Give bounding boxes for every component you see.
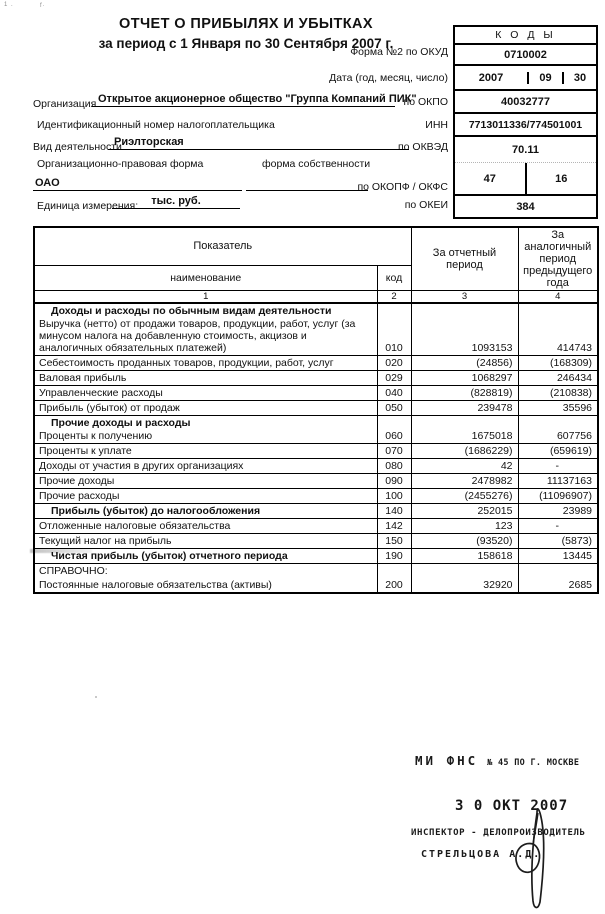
row-name-cell [34,416,377,444]
row-name-cell [34,356,377,371]
date-month: 09 [529,72,564,84]
table-row-190 [34,549,598,564]
okpo-label: по ОКПО [403,96,448,108]
row-code: 070 [377,444,411,459]
row-name-cell [34,534,377,549]
row-code: 010 [377,303,411,356]
row-code: 029 [377,371,411,386]
row-label: Прочие доходы [39,475,115,487]
activity-label: Вид деятельности [33,141,122,153]
table-row-140 [34,504,598,519]
row-name-cell [34,459,377,474]
date-label: Дата (год, месяц, число) [329,72,448,84]
header-current-period: За отчетный период [411,227,518,291]
table-row-060 [34,416,598,444]
row-code: 200 [377,564,411,594]
row-name-cell [34,504,377,519]
okopf-code: 47 [455,163,527,194]
row-current-period-value: (2455276) [411,489,518,504]
row-label: Выручка (нетто) от продажи товаров, продукции, работ, услуг (за минусом налога на добавленную стоимость, акцизов и аналогичных обязательных платежей) [39,318,356,354]
row-label: Прочие расходы [39,490,120,502]
row-current-period-value: 239478 [411,401,518,416]
okei-label: по ОКЕИ [404,199,448,211]
profit-loss-table [33,226,599,594]
section-label: Прочие доходы и расходы [51,417,191,429]
row-label: Управленческие расходы [39,387,163,399]
row-label: Отложенные налоговые обязательства [39,520,231,532]
row-previous-period-value: (11096907) [518,489,598,504]
codes-box-title: К О Д Ы [495,29,556,41]
header-code: код [377,265,411,290]
activity-value: Риэлторская [108,135,409,150]
stamp-org-name: МИ ФНС [415,753,479,768]
okved-code: 70.11 [455,137,596,163]
date-code-row [455,64,596,89]
okpo-code: 40032777 [455,89,596,112]
table-row-029 [34,371,598,386]
table-row-050 [34,401,598,416]
row-previous-period-value: 35596 [518,401,598,416]
document-title: ОТЧЕТ О ПРИБЫЛЯХ И УБЫТКАХ [119,16,373,32]
row-name-cell [34,549,377,564]
row-current-period-value: 158618 [411,549,518,564]
table-row-150 [34,534,598,549]
header-colnum-4: 4 [518,291,598,304]
row-code: 140 [377,504,411,519]
row-name-cell [34,564,377,594]
row-code: 040 [377,386,411,401]
row-current-period-value: 1068297 [411,371,518,386]
row-name-cell [34,303,377,356]
header-name: наименование [34,265,377,290]
table-row-020 [34,356,598,371]
inn-label: ИНН [425,119,448,131]
row-current-period-value: (93520) [411,534,518,549]
row-previous-period-value: 11137163 [518,474,598,489]
row-current-period-value: 123 [411,519,518,534]
row-previous-period-value: 2685 [518,564,598,594]
row-current-period-value: 252015 [411,504,518,519]
row-current-period-value: 2478982 [411,474,518,489]
row-current-period-value: 32920 [411,564,518,594]
unit-label: Единица измерения: [37,200,139,212]
row-previous-period-value: (5873) [518,534,598,549]
row-previous-period-value: (210838) [518,386,598,401]
row-name-cell [34,489,377,504]
table-row-100 [34,489,598,504]
row-code: 142 [377,519,411,534]
row-previous-period-value: 414743 [518,303,598,356]
header-colnum-2: 2 [377,291,411,304]
row-current-period-value: 1093153 [411,303,518,356]
scan-artifact: 1 . [4,2,14,8]
table-row-010 [34,303,598,356]
row-label: Проценты к получению [39,430,153,442]
row-previous-period-value: 607756 [518,416,598,444]
row-label: Постоянные налоговые обязательства (активы) [39,579,272,591]
row-name-cell [34,474,377,489]
row-previous-period-value: (659619) [518,444,598,459]
date-year: 2007 [455,72,529,84]
row-label: Прибыль (убыток) до налогообложения [51,505,261,517]
legal-form-label: Организационно-правовая форма [37,158,204,170]
row-previous-period-value: - [518,519,598,534]
ownership-label: форма собственности [262,158,371,170]
row-label: Проценты к уплате [39,445,132,457]
row-current-period-value: 42 [411,459,518,474]
okei-code: 384 [455,194,596,217]
stamp-org-branch: № 45 ПО Г. МОСКВЕ [487,758,580,768]
row-current-period-value: (24856) [411,356,518,371]
row-code: 150 [377,534,411,549]
header-colnum-3: 3 [411,291,518,304]
date-day: 30 [573,71,587,84]
tax-office-stamp [415,753,579,768]
row-code: 090 [377,474,411,489]
row-label: Себестоимость проданных товаров, продукции, работ, услуг [39,357,334,369]
inspector-name: СТРЕЛЬЦОВА А.Д. [421,849,542,860]
okfs-code: 16 [555,172,568,185]
row-previous-period-value: 13445 [518,549,598,564]
okved-label: по ОКВЭД [397,141,448,153]
table-row-142 [34,519,598,534]
table-row-200 [34,564,598,594]
row-code: 060 [377,416,411,444]
organization-value: Открытое акционерное общество "Группа Компаний ПИК" [92,92,395,107]
row-label: Валовая прибыль [39,372,127,384]
row-name-cell [34,444,377,459]
table-row-070 [34,444,598,459]
table-row-090 [34,474,598,489]
row-code: 050 [377,401,411,416]
row-label: Текущий налог на прибыль [39,535,172,547]
stamp-date: 3 0 ОКТ 2007 [455,798,569,814]
row-code: 020 [377,356,411,371]
header-previous-period: За аналогичный период предыдущего года [518,227,598,291]
row-previous-period-value: (168309) [518,356,598,371]
section-label: Доходы и расходы по обычным видам деятельности [51,305,332,317]
row-previous-period-value: 23989 [518,504,598,519]
unit-value: тыс. руб. [112,194,240,209]
inn-code: 7713011336/774501001 [455,112,596,135]
ownership-blank-line [246,177,368,191]
handwritten-signature [506,806,564,912]
row-name-cell [34,401,377,416]
row-current-period-value: 1675018 [411,416,518,444]
row-label: Прибыль (убыток) от продаж [39,402,180,414]
table-row-080 [34,459,598,474]
organization-label: Организация [33,98,97,110]
header-colnum-1: 1 [34,291,377,304]
scan-artifact: f· [40,3,46,9]
row-code: 100 [377,489,411,504]
row-label: Доходы от участия в других организациях [39,460,244,472]
okopf-okfs-label: по ОКОПФ / ОКФС [357,181,448,193]
document-period: за период с 1 Января по 30 Сентября 2007 г. [98,36,394,51]
taxpayer-id-label: Идентификационный номер налогоплательщика [37,119,275,131]
section-label: СПРАВОЧНО: [39,565,108,577]
header-indicator: Показатель [34,227,411,265]
table-row-040 [34,386,598,401]
row-previous-period-value: 246434 [518,371,598,386]
okved-okopf-block [455,135,596,194]
row-name-cell [34,386,377,401]
row-previous-period-value: - [518,459,598,474]
row-current-period-value: (1686229) [411,444,518,459]
row-label: Чистая прибыль (убыток) отчетного периода [51,550,288,562]
okud-code: 0710002 [455,43,596,64]
form-okud-label: Форма №2 по ОКУД [350,46,448,58]
row-current-period-value: (828819) [411,386,518,401]
row-name-cell [34,519,377,534]
row-name-cell [34,371,377,386]
row-code: 190 [377,549,411,564]
row-code: 080 [377,459,411,474]
codes-box [453,25,598,219]
inspector-role: ИНСПЕКТОР - ДЕЛОПРОИЗВОДИТЕЛЬ [411,828,586,838]
scan-dot [95,696,97,698]
legal-form-value: ОАО [33,176,242,191]
